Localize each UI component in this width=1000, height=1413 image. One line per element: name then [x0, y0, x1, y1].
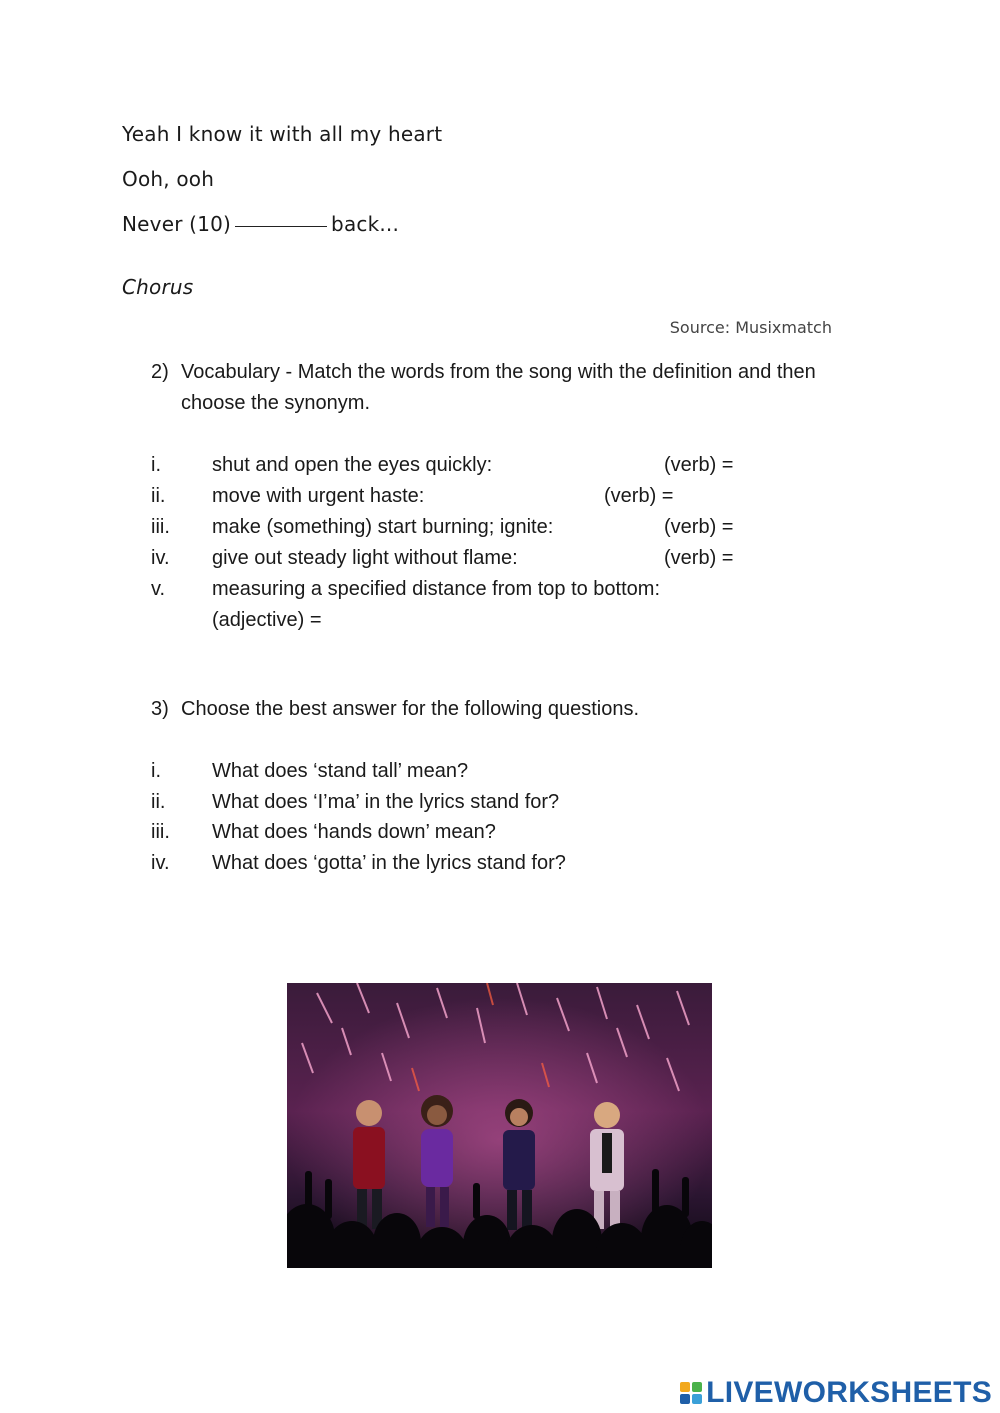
question-text: What does ‘gotta’ in the lyrics stand for? — [212, 852, 566, 874]
questions-number: 3) — [151, 698, 169, 720]
concert-photo — [287, 983, 712, 1268]
vocab-item-answer[interactable]: (verb) = — [664, 516, 734, 538]
question-text: What does ‘stand tall’ mean? — [212, 760, 469, 782]
lyrics-line-1: Yeah I know it with all my heart — [122, 122, 443, 146]
vocab-item-answer[interactable]: (verb) = — [604, 485, 674, 507]
lyrics-line-3-start: Never (10) — [122, 212, 232, 236]
question-text: What does ‘I’ma’ in the lyrics stand for? — [212, 791, 560, 813]
vocab-item-definition: give out steady light without flame: — [212, 547, 518, 569]
liveworksheets-logo[interactable] — [680, 1374, 992, 1412]
answer-blank-10[interactable] — [235, 226, 327, 227]
vocabulary-heading — [151, 357, 851, 419]
chorus-label: Chorus — [122, 275, 194, 299]
vocab-item-definition: shut and open the eyes quickly: — [212, 454, 493, 476]
vocabulary-number: 2) — [151, 361, 169, 383]
vocab-item-number: iii. — [151, 516, 170, 538]
vocab-item-answer[interactable]: (verb) = — [664, 547, 734, 569]
questions-heading-text: Choose the best answer for the following questions. — [181, 698, 640, 720]
vocab-item-number: iv. — [151, 547, 170, 569]
question-text: What does ‘hands down’ mean? — [212, 821, 496, 843]
vocab-item-answer[interactable]: (adjective) = — [212, 609, 322, 631]
vocab-item-definition: move with urgent haste: — [212, 485, 425, 507]
vocab-item-number: v. — [151, 578, 166, 600]
vocabulary-heading-text: Vocabulary - Match the words from the song with the definition and then choose the synonym. — [181, 361, 816, 414]
liveworksheets-logo-text: LIVEWORKSHEETS — [706, 1376, 992, 1409]
liveworksheets-logo-icon — [680, 1382, 702, 1404]
vocab-item-number: i. — [151, 454, 161, 476]
vocab-item-number: ii. — [151, 485, 166, 507]
lyrics-line-2: Ooh, ooh — [122, 167, 215, 191]
question-number: iv. — [151, 852, 170, 874]
concert-photo-graphic — [287, 983, 712, 1268]
source-credit: Source: Musixmatch — [669, 318, 832, 337]
vocab-item-definition: make (something) start burning; ignite: — [212, 516, 554, 538]
vocab-item-definition: measuring a specified distance from top to bottom: — [212, 578, 661, 600]
question-number: i. — [151, 760, 161, 782]
question-number: ii. — [151, 791, 166, 813]
questions-heading — [151, 694, 851, 725]
lyrics-line-3-end: back... — [331, 212, 400, 236]
question-number: iii. — [151, 821, 170, 843]
vocab-item-answer[interactable]: (verb) = — [664, 454, 734, 476]
lyrics-line-3 — [122, 212, 399, 236]
